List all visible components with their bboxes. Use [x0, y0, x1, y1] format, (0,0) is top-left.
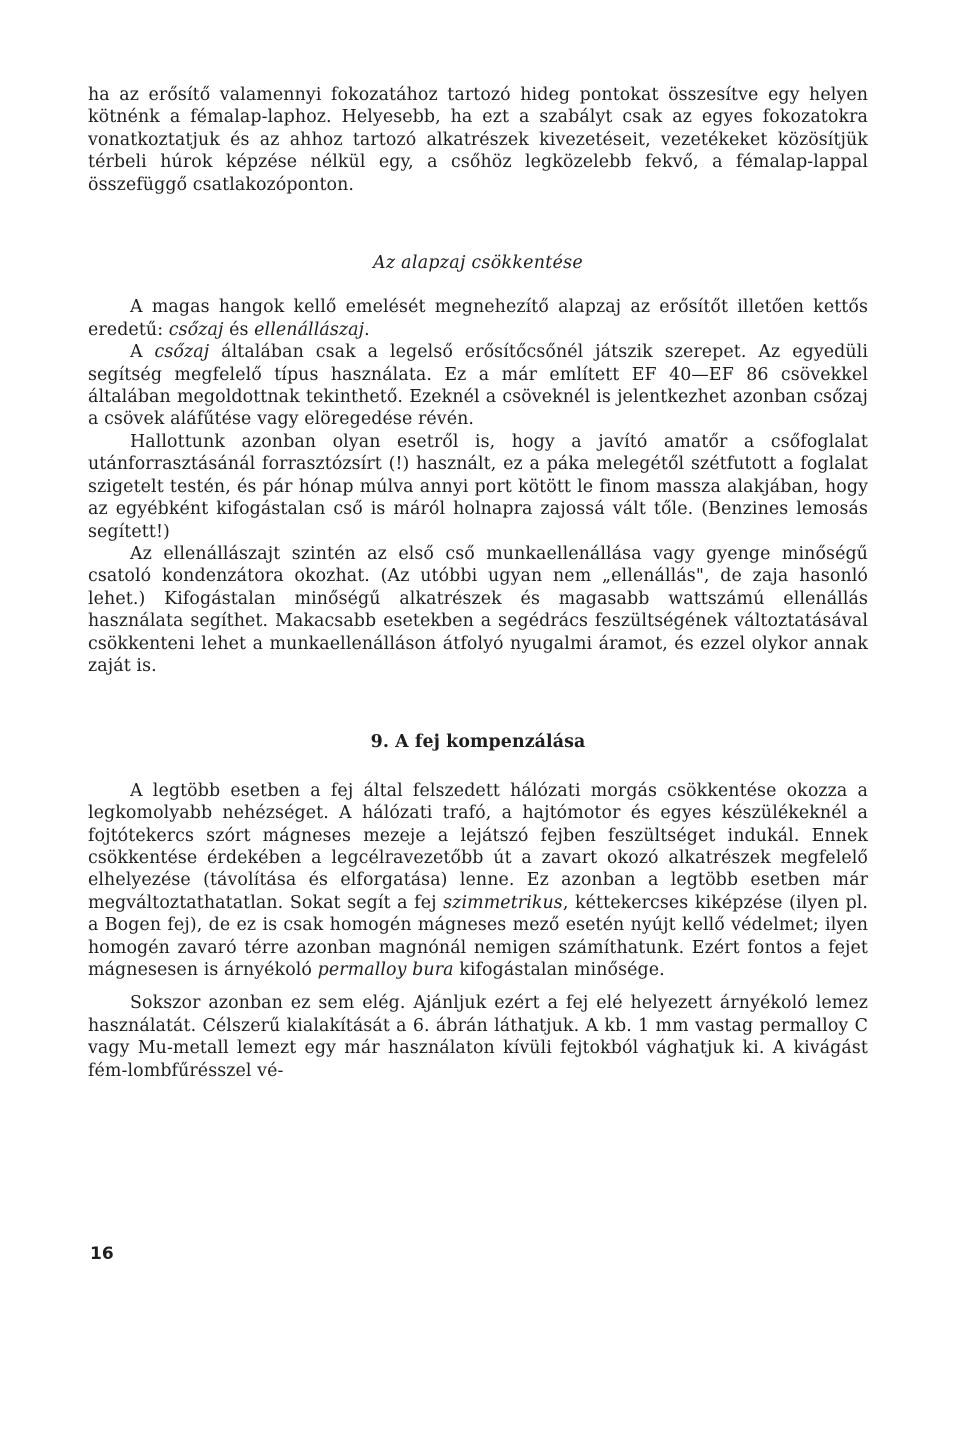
- term-symmetric: szimmetrikus: [443, 892, 563, 913]
- term-permalloy-cover: permalloy bura: [317, 960, 454, 980]
- paragraph-intro: ha az erősítő valamennyi fokozatához tartozó hideg pontokat összesítve egy helyen kötnénk a fémalap-laphoz. Helyesebb, ha ezt a szabályt csak az egyes fokozatokra vonatkoztatjuk és az ahhoz tartozó alkatrészek kivezetéseit, vezetékeket közösítjük térbeli húrok képzése nélkül egy, a csőhöz legközelebb fekvő, a fémalap-lappal összefüggő csatlakozóponton.: [88, 85, 868, 195]
- section-heading-noise-reduction: Az alapzaj csökkentése: [373, 253, 583, 274]
- paragraph-spacer: [88, 981, 868, 992]
- paragraph-text: kifogástalan minősége.: [453, 960, 665, 980]
- paragraph-noise-origin: [88, 296, 868, 341]
- paragraph-text: általában csak a legelső erősítőcsőnél játszik szerepet. Az egyedüli segítség megfelelő típus használata. Ez a már említett EF 40—EF 86 csövekkel általában megoldottnak tekinthető. Ezeknél a csöveknél is jelentkezhet azonban csőzaj a csövek aláfűtése vagy elöregedése révén.: [88, 342, 868, 430]
- paragraph-text: A legtöbb esetben a fej által felszedett hálózati morgás csökkentése okozza a legkomolyabb nehézséget. A hálózati trafó, a hajtómotor és egyes készülékeknél a fojtótekercs szórt mágneses mezeje a lejátszó fejben feszültséget indukál. Ennek csökkentése érdekében a legcélravezetőbb út a zavart okozó alkatrészek megfelelő elhelyezése (távolítása és elforgatása) lenne. Ez azonban a legtöbb esetben már megváltoztathatatlan. Sokat segít a fej: [88, 780, 868, 913]
- book-page: [88, 84, 868, 1082]
- term-tube-noise: csőzaj: [168, 319, 224, 340]
- paragraph-text: A magas hangok kellő emelését megnehezítő alapzaj az erősítőt illetően kettős eredetű:: [88, 297, 868, 340]
- paragraph-text: A: [130, 342, 155, 363]
- page-number: 16: [90, 1244, 114, 1264]
- paragraph-head-hum: [88, 780, 868, 982]
- paragraph-shield-plate: Sokszor azonban ez sem elég. Ajánljuk ezért a fej elé helyezett árnyékoló lemez használatát. Célszerű kialakítását a 6. ábrán láthatjuk. A kb. 1 mm vastag permalloy C vagy Mu-metall lemezt egy már használaton kívüli fejtokból vághatjuk ki. A kivágást fém-lombfűrésszel vé-: [88, 993, 868, 1081]
- paragraph-text: .: [364, 319, 370, 340]
- term-resistor-noise: ellenállászaj: [254, 319, 365, 340]
- paragraph-solder-anecdote: Hallottunk azonban olyan esetről is, hogy a javító amatőr a csőfoglalat utánforrasztásánál forrasztózsírt (!) használt, ez a páka melegétől szétfutott a foglalat szigetelt testén, és pár hónap múlva annyi port kötött le finom massza alakjában, hogy az egyébként kifogástalan cső is máról holnapra zajossá vált tőle. (Benzines lemosás segített!): [88, 431, 868, 542]
- paragraph-resistor-noise: Az ellenállászajt szintén az első cső munkaellenállása vagy gyenge minőségű csatoló kondenzátora okozhat. (Az utóbbi ugyan nem „ellenállás", de zaja hasonló lehet.) Kifogástalan minőségű alkatrészek és magasabb wattszámú ellenállás használata segíthet. Makacsabb esetekben a segédrács feszültségének változtatásával csökkenteni lehet a munkaellenálláson átfolyó nyugalmi áramot, és ezzel olykor annak zaját is.: [88, 543, 868, 676]
- term-tube-noise: csőzaj: [154, 342, 210, 363]
- paragraph-tube-noise: [88, 341, 868, 431]
- section-heading-head-compensation: 9. A fej kompenzálása: [370, 732, 586, 753]
- paragraph-text: és: [223, 319, 255, 340]
- paragraph-text: , kéttekercses kiképzése (ilyen pl. a Bogen fej), de ez is csak homogén mágneses mező esetén nyújt kellő védelmet; ilyen homogén zavaró térre azonban magnónál nemigen számíthatunk. Ezért fontos a fejet mágnesesen is árnyékoló: [88, 892, 868, 980]
